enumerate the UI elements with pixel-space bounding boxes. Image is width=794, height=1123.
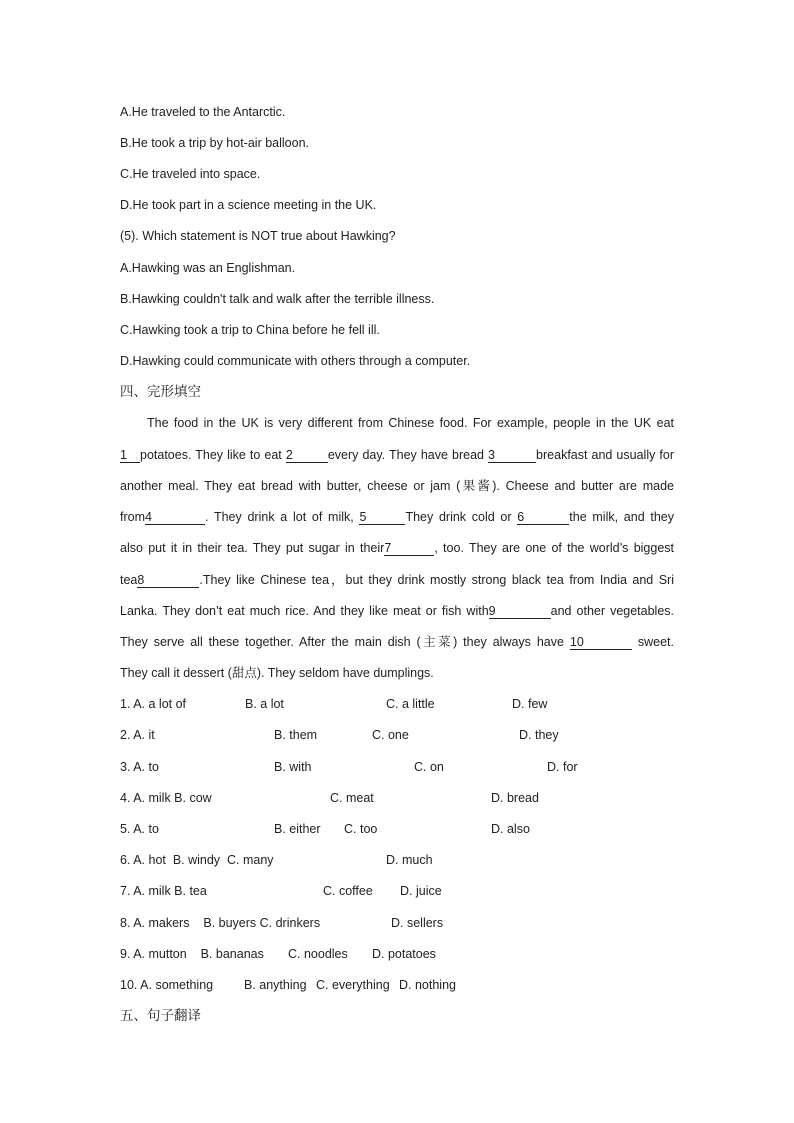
passage-line-7: Lanka. They don’t eat much rice. And they like meat or fish with9 and other vegetables. [120, 604, 674, 618]
cloze-2-a: 2. A. it [120, 728, 155, 742]
blank-1[interactable]: 1 [120, 448, 140, 463]
q5-stem: (5). Which statement is NOT true about Hawking? [120, 229, 396, 243]
cloze-4-a: 4. A. milk B. cow [120, 791, 212, 805]
cloze-9-c: C. noodles [288, 947, 348, 961]
cloze-3-a: 3. A. to [120, 760, 159, 774]
blank-3[interactable]: 3 [488, 448, 536, 463]
cloze-10-a: 10. A. something [120, 978, 214, 992]
cloze-1-d: D. few [512, 697, 548, 711]
cloze-3-d: D. for [547, 760, 578, 774]
passage-line-4: from4 . They drink a lot of milk, 5 They drink cold or 6 the milk, and they [120, 510, 674, 524]
cloze-6-d: D. much [386, 853, 433, 867]
passage-line-6: tea8 .They like Chinese tea，but they drink mostly strong black tea from India and Sri [120, 573, 674, 587]
cloze-1-a: 1. A. a lot of [120, 697, 187, 711]
cloze-7-d: D. juice [400, 884, 442, 898]
q4-option-d: D.He took part in a science meeting in the UK. [120, 198, 377, 212]
cloze-8-a: 8. A. makers B. buyers C. drinkers [120, 916, 321, 930]
blank-2[interactable]: 2 [286, 448, 328, 463]
cloze-2-b: B. them [274, 728, 318, 742]
cloze-10-d: D. nothing [399, 978, 456, 992]
cloze-4-c: C. meat [330, 791, 374, 805]
cloze-5-d: D. also [491, 822, 530, 836]
cloze-7-a: 7. A. milk B. tea [120, 884, 207, 898]
cloze-4-d: D. bread [491, 791, 539, 805]
cloze-2-d: D. they [519, 728, 559, 742]
cloze-5-c: C. too [344, 822, 378, 836]
q5-option-d: D.Hawking could communicate with others through a computer. [120, 354, 471, 368]
blank-9[interactable]: 9 [489, 604, 551, 619]
passage-line-8: They serve all these together. After the main dish (主菜) they always have 10 sweet. [120, 635, 674, 649]
cloze-8-d: D. sellers [391, 916, 444, 930]
cloze-2-c: C. one [372, 728, 409, 742]
cloze-6-a: 6. A. hot B. windy C. many [120, 853, 274, 867]
blank-7[interactable]: 7 [384, 541, 434, 556]
passage-line-3: another meal. They eat bread with butter, cheese or jam (果酱). Cheese and butter are made [120, 479, 674, 493]
cloze-5-b: B. either [274, 822, 321, 836]
q4-option-c: C.He traveled into space. [120, 167, 261, 181]
passage-line-9: They call it dessert (甜点). They seldom have dumplings. [120, 666, 434, 680]
blank-5[interactable]: 5 [359, 510, 405, 525]
section4-title: 四、完形填空 [120, 384, 201, 399]
q5-option-c: C.Hawking took a trip to China before he fell ill. [120, 323, 380, 337]
cloze-10-c: C. everything [316, 978, 390, 992]
cloze-3-c: C. on [414, 760, 444, 774]
cloze-9-a: 9. A. mutton B. bananas [120, 947, 264, 961]
q4-option-b: B.He took a trip by hot-air balloon. [120, 136, 309, 150]
blank-6[interactable]: 6 [517, 510, 569, 525]
cloze-9-d: D. potatoes [372, 947, 436, 961]
cloze-10-b: B. anything [244, 978, 307, 992]
passage-line-5: also put it in their tea. They put sugar in their7 , too. They are one of the world’s biggest [120, 541, 675, 555]
q5-option-b: B.Hawking couldn't talk and walk after the terrible illness. [120, 292, 435, 306]
blank-4[interactable]: 4 [145, 510, 205, 525]
passage-line-2: 1 potatoes. They like to eat 2 every day. They have bread 3 breakfast and usually for [120, 448, 674, 462]
cloze-7-c: C. coffee [323, 884, 373, 898]
cloze-5-a: 5. A. to [120, 822, 159, 836]
blank-8[interactable]: 8 [137, 573, 199, 588]
cloze-1-b: B. a lot [245, 697, 284, 711]
cloze-3-b: B. with [274, 760, 312, 774]
passage-line-1: The food in the UK is very different from Chinese food. For example, people in the UK eat [147, 416, 674, 430]
cloze-1-c: C. a little [386, 697, 435, 711]
section5-title: 五、句子翻译 [120, 1008, 201, 1023]
q4-option-a: A.He traveled to the Antarctic. [120, 105, 286, 119]
q5-option-a: A.Hawking was an Englishman. [120, 261, 296, 275]
blank-10[interactable]: 10 [570, 635, 632, 650]
